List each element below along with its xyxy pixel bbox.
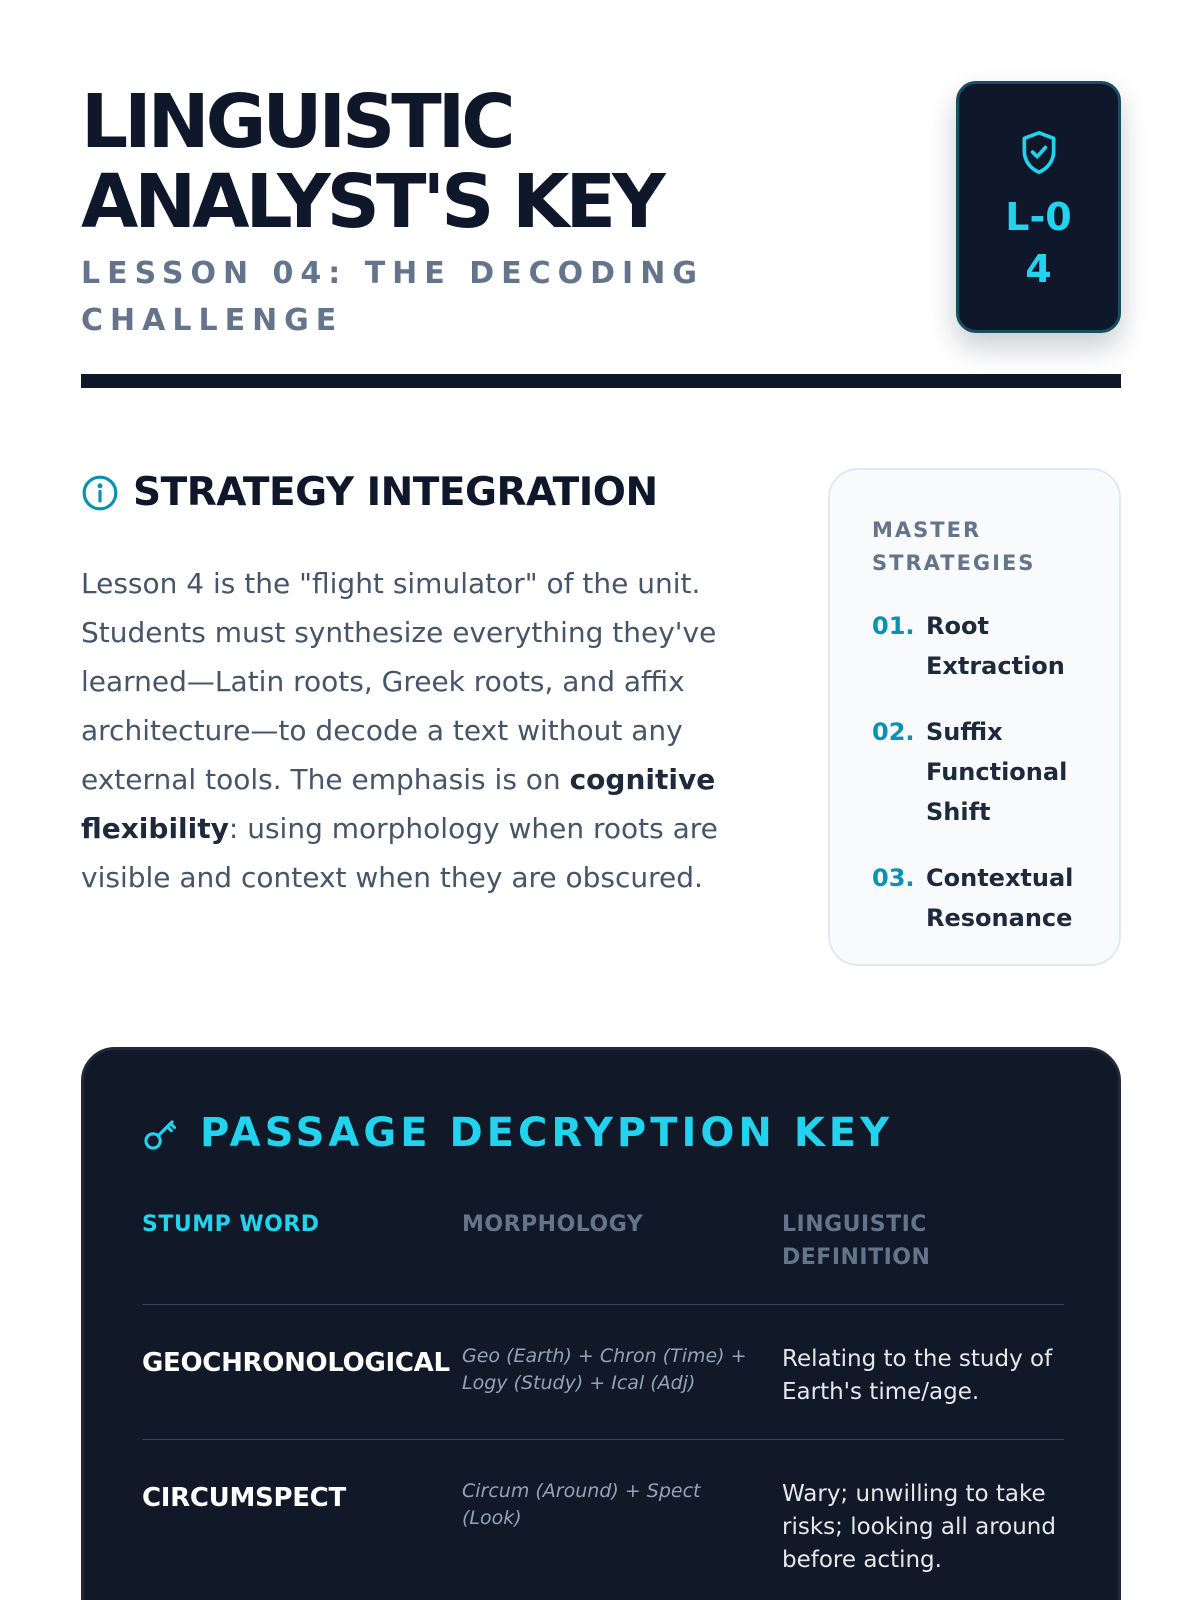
strategy-name: Suffix Functional Shift: [926, 718, 1068, 826]
word-definition: Wary; unwilling to take risks; looking all around before acting.: [782, 1481, 1056, 1573]
header-divider: [81, 374, 1121, 388]
shield-check-icon: [1017, 128, 1061, 178]
page-title: LINGUISTIC ANALYST'S KEY: [81, 79, 662, 245]
strategy-section: [81, 470, 741, 902]
strategy-name: Contextual Resonance: [926, 864, 1074, 932]
decryption-table: [142, 1208, 1064, 1600]
info-circle-icon: [81, 474, 119, 512]
master-strategies-list: [872, 606, 1089, 938]
strategy-text-start: Lesson 4 is the "flight simulator" of the unit. Students must synthesize everything they've learned—Latin roots, Greek roots, and affix architecture—to decode a text without any external tools. The emphasis is on: [81, 567, 717, 796]
strategy-item: [872, 858, 1089, 938]
lesson-badge: [956, 81, 1121, 333]
morphology-breakdown: Circum (Around) + Spect (Look): [462, 1480, 701, 1529]
column-header-word: STUMP WORD: [142, 1212, 320, 1237]
decryption-heading-row: [142, 1110, 1058, 1156]
word-definition: Relating to the study of Earth's time/age.: [782, 1346, 1053, 1405]
lesson-subtitle: LESSON 04: THE DECODING CHALLENGE: [81, 256, 704, 338]
strategy-paragraph: [81, 559, 741, 902]
strategy-number: 03.: [872, 864, 915, 892]
strategy-heading: STRATEGY INTEGRATION: [133, 470, 658, 515]
key-icon: [142, 1114, 180, 1152]
stump-word: GEOCHRONOLOGICAL: [142, 1348, 450, 1378]
strategy-name: Root Extraction: [926, 612, 1065, 680]
morphology-breakdown: Geo (Earth) + Chron (Time) + Logy (Study) + Ical (Adj): [462, 1345, 747, 1394]
master-strategies-card: [828, 468, 1121, 966]
decryption-key-panel: [81, 1047, 1121, 1600]
strategy-item: [872, 606, 1089, 686]
strategy-number: 01.: [872, 612, 915, 640]
column-header-definition: LINGUISTIC DEFINITION: [782, 1212, 931, 1270]
strategy-number: 02.: [872, 718, 915, 746]
decryption-heading: PASSAGE DECRYPTION KEY: [200, 1110, 894, 1156]
strategy-heading-row: [81, 470, 741, 515]
table-header: [142, 1208, 1064, 1305]
table-row: [142, 1305, 1064, 1440]
table-row: [142, 1440, 1064, 1600]
strategy-emphasis: cognitive flexibility: [81, 763, 716, 845]
strategy-item: [872, 712, 1089, 832]
column-header-morphology: MORPHOLOGY: [462, 1212, 644, 1237]
master-strategies-label: MASTER STRATEGIES: [872, 518, 1036, 575]
strategy-text-end: : using morphology when roots are visible and context when they are obscured.: [81, 812, 718, 894]
badge-code: L-04: [1005, 195, 1072, 291]
stump-word: CIRCUMSPECT: [142, 1483, 346, 1513]
